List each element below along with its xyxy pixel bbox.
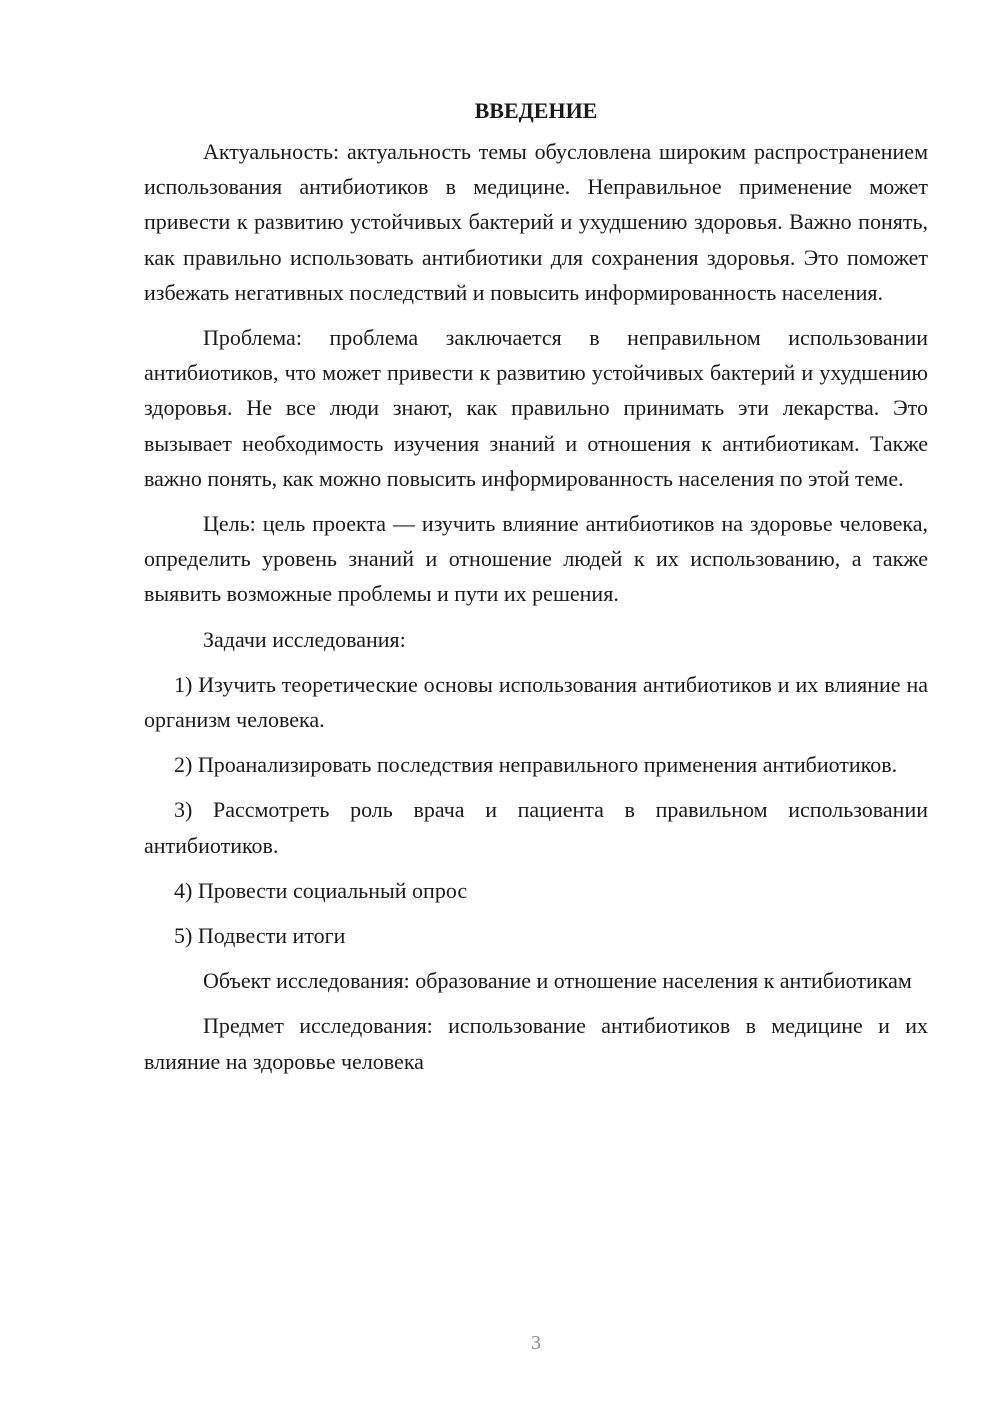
task-item-2: 2) Проанализировать последствия неправильного применения антибиотиков. — [174, 752, 898, 778]
subject-paragraph: Предмет исследования: использование антибиотиков в медицине и их влияние на здоровье человека — [144, 1013, 928, 1074]
document-page — [144, 96, 928, 1089]
object-paragraph: Объект исследования: образование и отношение населения к антибиотикам — [203, 968, 912, 994]
tasks-heading: Задачи исследования: — [203, 626, 406, 652]
task-item-4: 4) Провести социальный опрос — [174, 877, 468, 903]
task-item-3: 3) Рассмотреть роль врача и пациента в правильном использовании антибиотиков. — [144, 797, 928, 858]
task-item-1: 1) Изучить теоретические основы использования антибиотиков и их влияние на организм человека. — [144, 671, 928, 733]
relevance-paragraph: Актуальность: актуальность темы обусловлена широким распространением использования антибиотиков в медицине. Неправильное применение может привести к развитию устойчивых бактерий и ухудшению здоровья. Важно понять, как правильно использовать антибиотики для сохранения здоровья. Это поможет избежать негативных последствий и повысить информированность населения. — [144, 139, 928, 305]
task-item-5: 5) Подвести итоги — [174, 923, 346, 949]
problem-paragraph: Проблема: проблема заключается в неправильном использовании антибиотиков, что может привести к развитию устойчивых бактерий и ухудшению здоровья. Не все люди знают, как правильно принимать эти лекарства. Это вызывает необходимость изучения знаний и отношения к антибиотикам. Также важно понять, как можно повысить информированность населения по этой теме. — [144, 325, 928, 491]
section-title: ВВЕДЕНИЕ — [474, 98, 598, 123]
page-number: 3 — [531, 1332, 541, 1354]
goal-paragraph: Цель: цель проекта — изучить влияние антибиотиков на здоровье человека, определить уровень знаний и отношение людей к их использованию, а также выявить возможные проблемы и пути их решения. — [144, 511, 928, 607]
